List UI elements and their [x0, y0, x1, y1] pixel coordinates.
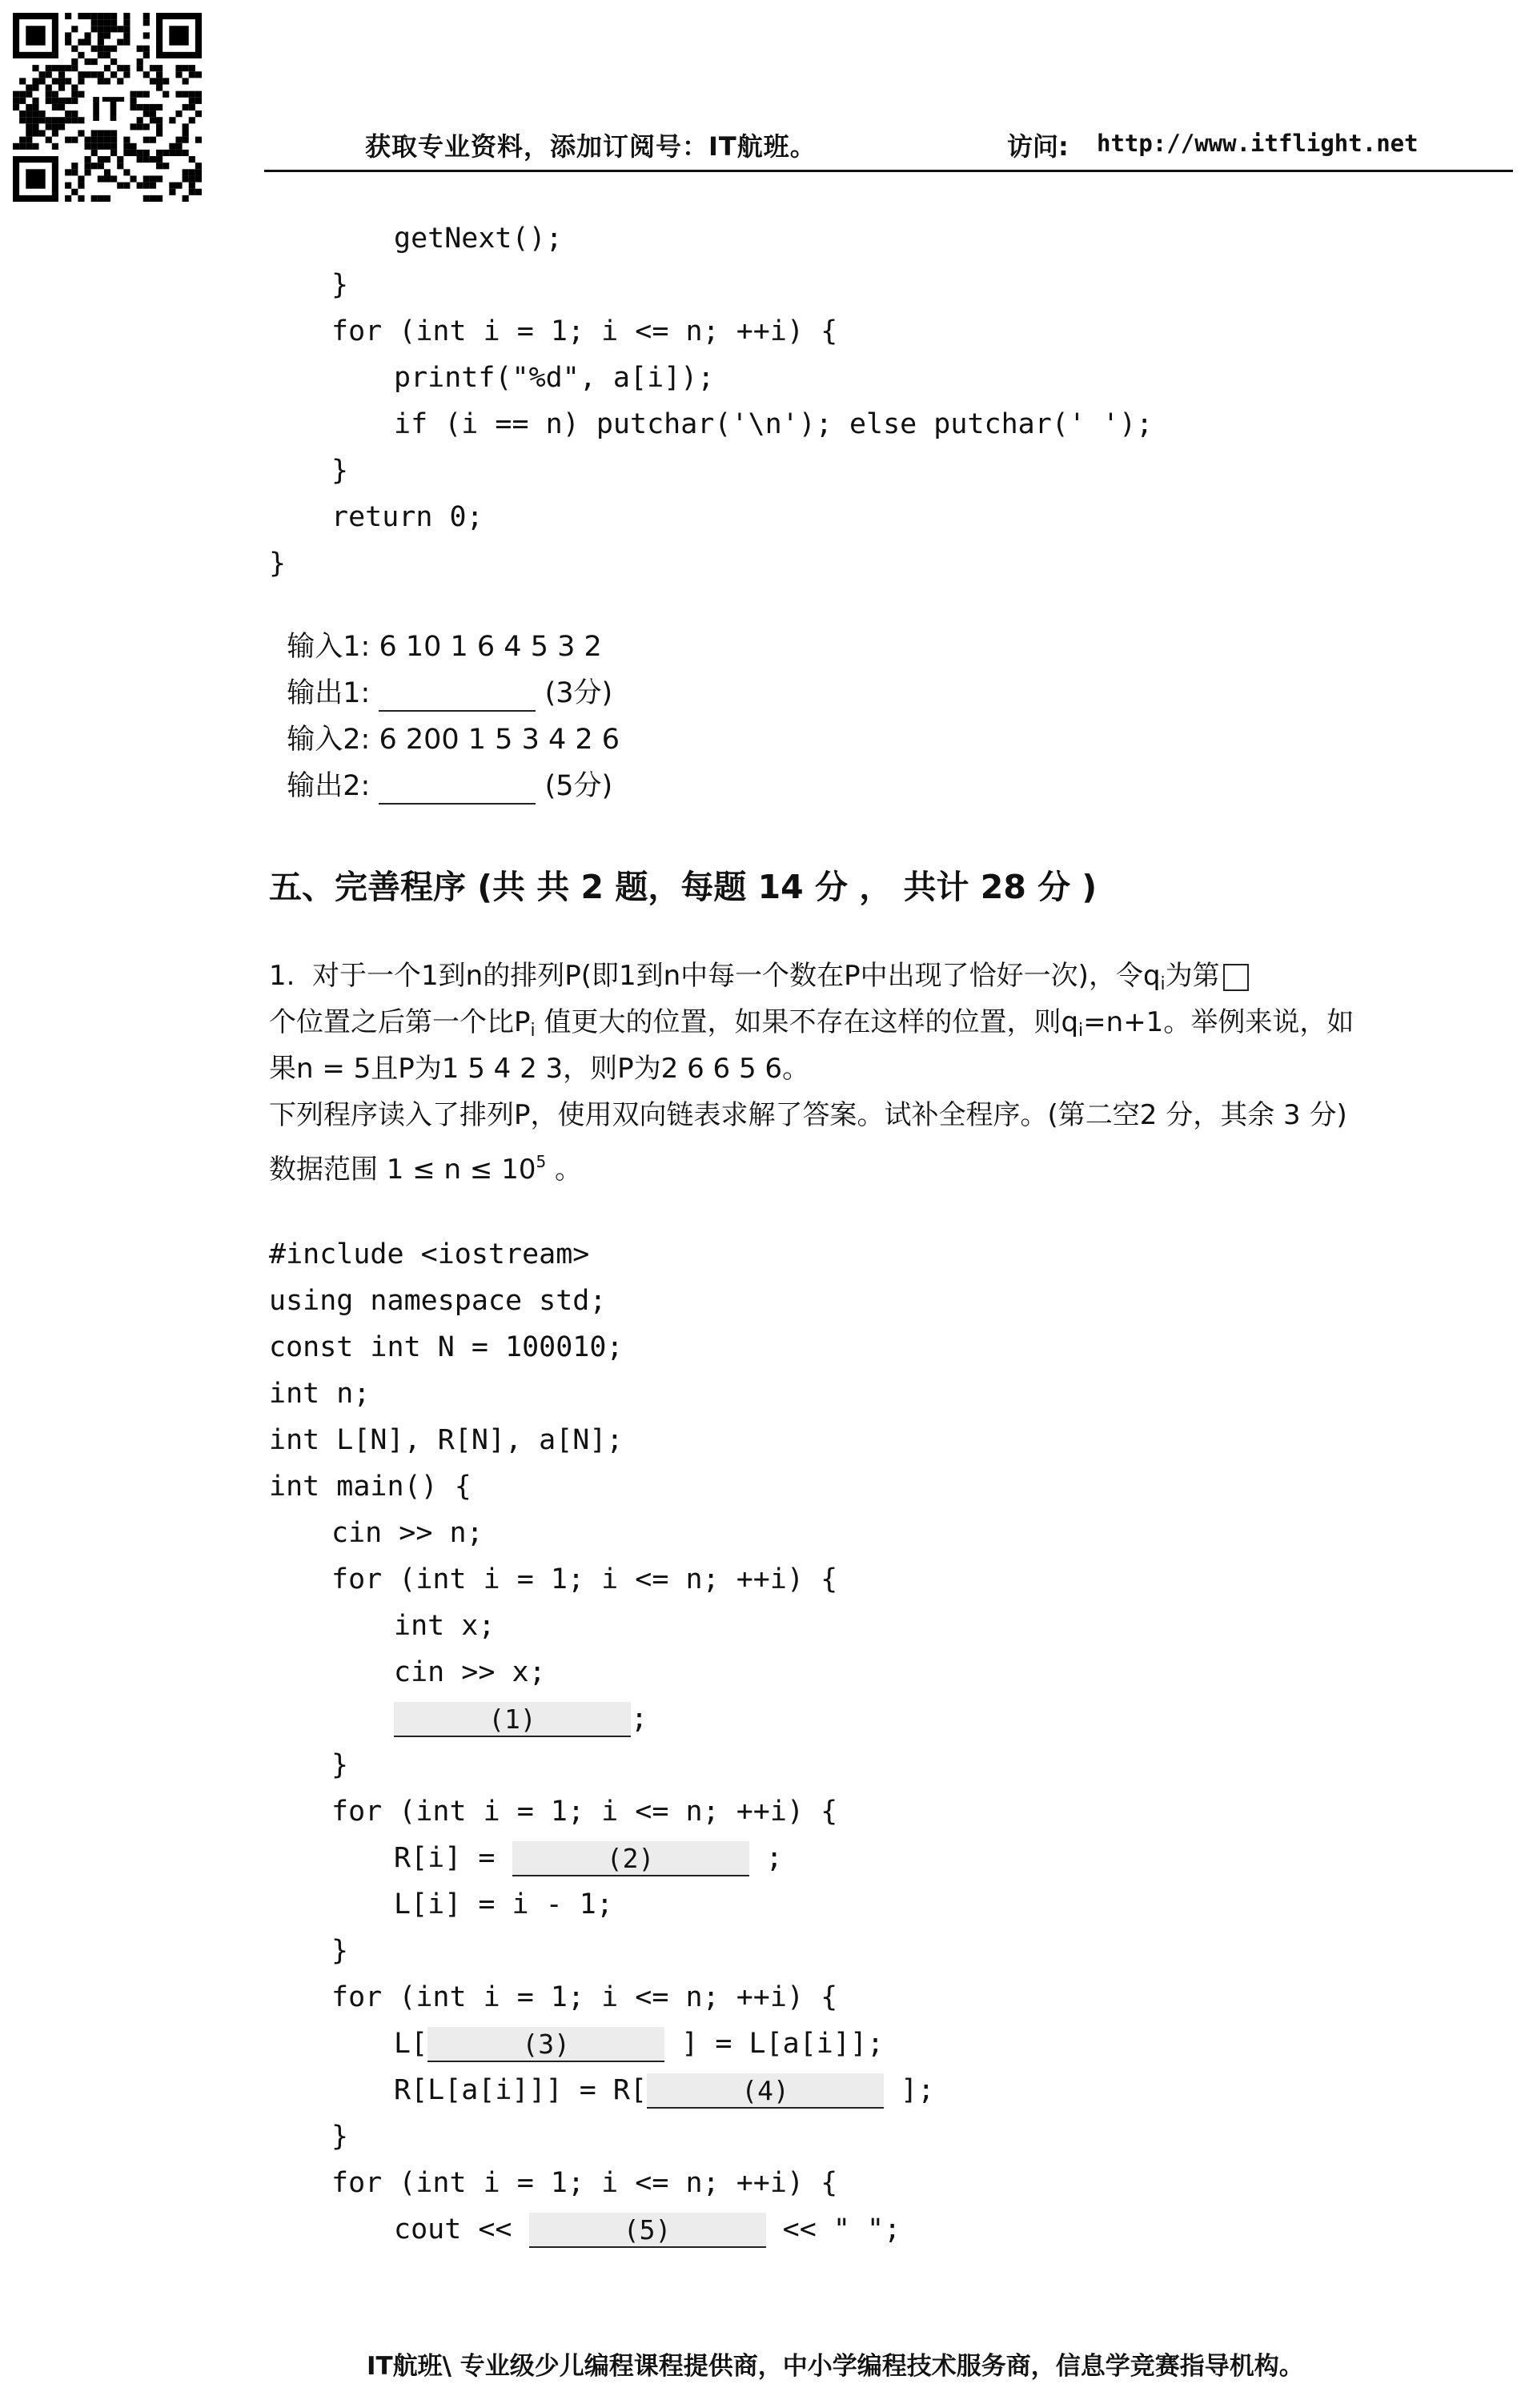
code-line: using namespace std;	[269, 1285, 607, 1317]
section-title: 五、完善程序 (共 共 2 题，每题 14 分 ， 共计 28 分 )	[269, 868, 1098, 906]
subscript: i	[1160, 974, 1166, 994]
code-line: for (int i = 1; i <= n; ++i) {	[331, 315, 838, 347]
output-1-score: (3分)	[544, 677, 613, 709]
code-line: return 0;	[331, 501, 484, 533]
header-visit-label: 访问:	[1007, 131, 1069, 162]
code-text: R[i] =	[394, 1842, 512, 1874]
problem-text: 1. 对于一个1到n的排列P(即1到n中每一个数在P中出现了恰好一次)，令q	[269, 960, 1161, 992]
input-2-label: 输入2:	[287, 724, 371, 756]
code-line: }	[331, 2121, 349, 2153]
output-1-label: 输出1:	[287, 677, 371, 709]
fill-blank-3[interactable]: (3)	[427, 2027, 664, 2062]
output-2-blank	[379, 776, 536, 805]
code-line: for (int i = 1; i <= n; ++i) {	[331, 2167, 838, 2199]
code-line: int x;	[394, 1610, 496, 1642]
input-2-value: 6 200 1 5 3 4 2 6	[379, 724, 620, 756]
problem-text: 个位置之后第一个比P	[269, 1006, 531, 1038]
missing-glyph-box	[1223, 964, 1249, 991]
code-line: if (i == n) putchar('\n'); else putchar(' ');	[394, 408, 1154, 440]
code-line: for (int i = 1; i <= n; ++i) {	[331, 1796, 838, 1828]
code-line: for (int i = 1; i <= n; ++i) {	[331, 1563, 838, 1595]
code-line: }	[331, 1935, 349, 1967]
problem-paragraph-4: 下列程序读入了排列P，使用双向链表求解了答案。试补全程序。(第二空2 分，其余 3 分)	[269, 1099, 1347, 1131]
page-header	[264, 120, 1513, 172]
code-line: }	[331, 269, 349, 301]
problem-text: =n+1。举例来说，如	[1083, 1006, 1354, 1038]
code-line: printf("%d", a[i]);	[394, 362, 715, 394]
code-text: cout <<	[394, 2213, 529, 2245]
code-line: int main() {	[269, 1471, 472, 1503]
code-line-blank-1	[394, 1700, 648, 1737]
problem-text: 数据范围 1 ≤ n ≤ 10	[269, 1154, 536, 1186]
code-line: const int N = 100010;	[269, 1331, 624, 1363]
subscript: i	[530, 1021, 536, 1041]
subscript: i	[1078, 1021, 1084, 1041]
fill-blank-1[interactable]: (1)	[394, 1702, 631, 1737]
problem-paragraph-2	[269, 1004, 1354, 1049]
code-line: }	[331, 455, 349, 487]
header-url: http://www.itflight.net	[1097, 130, 1419, 157]
code-line: }	[331, 1749, 349, 1781]
output-2-line	[269, 731, 612, 805]
problem-paragraph-5	[269, 1143, 582, 1188]
problem-text: 值更大的位置，如果不存在这样的位置，则q	[535, 1006, 1079, 1038]
code-line: #include <iostream>	[269, 1238, 590, 1270]
input-1-label: 输入1:	[287, 631, 371, 663]
code-text: L[	[394, 2028, 428, 2060]
code-line-blank-5	[394, 2211, 901, 2248]
code-text: ;	[631, 1703, 648, 1735]
page-footer: IT航班\ 专业级少儿编程课程提供商，中小学编程技术服务商，信息学竞赛指导机构。	[367, 2352, 1304, 2381]
problem-text: 。	[546, 1154, 583, 1186]
code-line: int L[N], R[N], a[N];	[269, 1424, 624, 1456]
qr-center-logo: IT	[90, 90, 125, 130]
superscript: 5	[536, 1152, 547, 1171]
code-line: L[i] = i - 1;	[394, 1888, 613, 1920]
code-line-blank-2	[394, 1840, 783, 1876]
code-line: cin >> x;	[394, 1656, 546, 1688]
problem-paragraph-3: 果n = 5且P为1 5 4 2 3，则P为2 6 6 5 6。	[269, 1053, 810, 1085]
code-line: }	[269, 548, 287, 580]
problem-paragraph-1	[269, 957, 1249, 1003]
code-line: cin >> n;	[331, 1517, 484, 1549]
code-text: ;	[748, 1842, 783, 1874]
code-text: ];	[884, 2074, 935, 2106]
code-line: int n;	[269, 1378, 371, 1410]
code-text: ] = L[a[i]];	[664, 2028, 885, 2060]
problem-text: 为第	[1165, 960, 1220, 992]
code-line-blank-3	[394, 2025, 884, 2062]
code-text: R[L[a[i]]] = R[	[394, 2074, 648, 2106]
output-2-label: 输出2:	[287, 770, 371, 802]
qr-code	[13, 13, 202, 202]
code-line-blank-4	[394, 2072, 934, 2109]
code-line: for (int i = 1; i <= n; ++i) {	[331, 1981, 838, 2013]
code-text: << " ";	[765, 2213, 901, 2245]
fill-blank-4[interactable]: (4)	[647, 2073, 884, 2109]
output-2-score: (5分)	[544, 770, 613, 802]
fill-blank-2[interactable]: (2)	[512, 1841, 749, 1876]
code-line: getNext();	[394, 223, 563, 255]
header-subscribe-text: 获取专业资料，添加订阅号：IT航班。	[365, 131, 817, 162]
input-1-value: 6 10 1 6 4 5 3 2	[379, 631, 602, 663]
fill-blank-5[interactable]: (5)	[529, 2213, 766, 2248]
